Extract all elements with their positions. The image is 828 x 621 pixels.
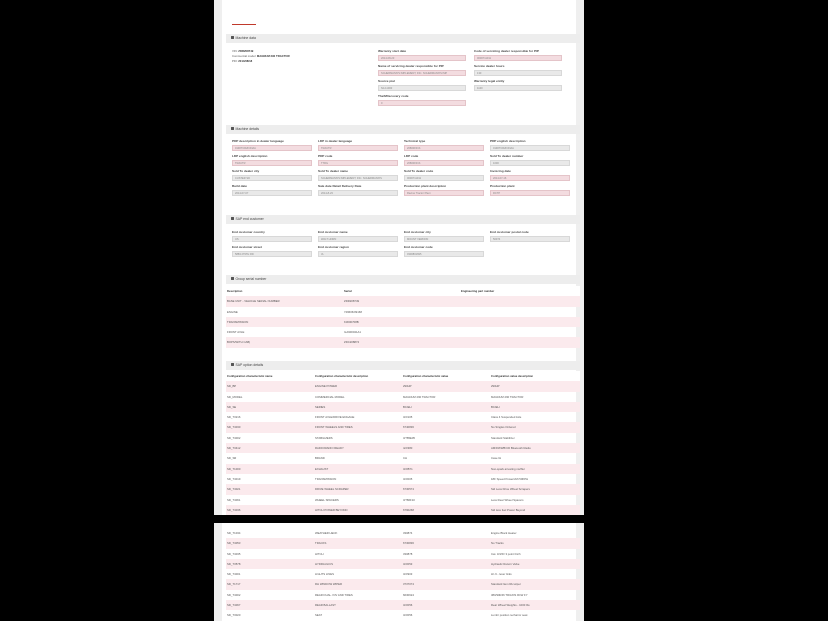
field-label: Sold To dealer name [318, 169, 349, 173]
page-content [222, 0, 576, 515]
column-header: Description [227, 289, 243, 293]
end-customer-region-field[interactable]: IA [318, 251, 398, 257]
table-row[interactable]: SD_BP ENGINE POWER 290HP 290HP [226, 381, 580, 391]
table-row[interactable]: TRANSMISSION K3000708B [226, 317, 580, 327]
field-label: Technical type [404, 139, 426, 143]
table-row[interactable]: SD_T3020 SEAT 3/2/056 Lumbr position recharmr seat [227, 613, 528, 618]
table-row[interactable]: SD_T4036 HITCH POWER BEYOND 6790268 Std less fuel Power Beyond [226, 505, 580, 515]
table-row[interactable]: SD_T3578 HYDRAULICS 3/2/053 Hydraulic Return Valve [226, 559, 580, 569]
table-row[interactable]: ENGINE 749606/09168 [227, 309, 362, 314]
table-row[interactable]: SD_T4053 TRACKS 6730836 No Tracks [226, 538, 580, 548]
column-header: Configuration characteristic value [403, 374, 449, 378]
end-customer-name-field[interactable]: WALT HORN [318, 236, 398, 242]
section-title: SAP end customer [235, 217, 264, 221]
machine-details-section [226, 125, 580, 134]
table-row[interactable]: BASE UNIT - VEHICLE SERIAL NUMBER ZDR208749 [226, 296, 580, 306]
commercial-model-row: Commercial model: MAGNUM 290 TRACTOR [232, 54, 290, 58]
sold-to-dealer-city-field[interactable]: CUSTER SD [232, 175, 312, 181]
field-label: LDP in dealer language [318, 139, 353, 143]
table-row[interactable]: SD_T4021 DRIVE WHEEL SCRAPER 6730574 Std Less Drive Wheel Scrapers [226, 484, 580, 494]
section-title: Group serial number [235, 277, 267, 281]
ldp-dealer-language-field[interactable]: TRACTR [318, 145, 398, 151]
servicing-dealer-name-field[interactable]: SCHERMANN'S IMPLEMENT, INC. SCHERMANN'S IMP [378, 70, 466, 76]
vin-row: VIN: ZDR208749 [232, 49, 254, 53]
field-label: End customer city [404, 230, 431, 234]
production-plant-field[interactable]: RCTP [490, 190, 570, 196]
build-date-field[interactable]: 2014-07-07 [232, 190, 312, 196]
field-label: End customer name [318, 230, 348, 234]
field-label: Sold To dealer code [404, 169, 434, 173]
field-label: Sold To dealer city [232, 169, 260, 173]
field-label: Sold To dealer number [490, 154, 524, 158]
table-row[interactable]: BOPS/WITH CAB) ZDC208874 [226, 337, 580, 347]
page-sheet-1 [214, 0, 584, 515]
field-label: Warranty legal entity [474, 79, 505, 83]
field-label: Invoicing date [490, 169, 511, 173]
technical-type-field[interactable]: 20800F01S [404, 145, 484, 151]
page-sheet-2 [214, 523, 584, 621]
pdi-row: PDI: 2014/08/18 [232, 59, 253, 63]
table-row[interactable]: SD_SR BRAND CH Case IH [227, 456, 502, 461]
table-header-row [226, 371, 580, 381]
serial-icon [231, 277, 234, 280]
group-serial-table [226, 286, 580, 348]
table-row[interactable]: SD_T4019 TRANSMISSION 3/2/005 18F Speed Powershift 50KPH [227, 476, 529, 481]
machine-details-header [226, 125, 580, 134]
theft-recovery-code-field[interactable]: 0 [378, 100, 466, 106]
end-customer-code-field[interactable]: 0300801695 [404, 251, 484, 257]
sap-options-table-continued [226, 528, 580, 621]
sap-options-table [226, 371, 580, 515]
table-row[interactable]: SD_MODEL COMMERCIAL MODEL MAGNUM 290 TRACTOR MAGNUM 290 TRACTOR [227, 394, 524, 399]
field-label: Service dealer hours [474, 64, 505, 68]
sold-to-dealer-name-field[interactable]: SCHERMANN'S IMPLEMENT, INC. SCHERMANN'S [318, 175, 398, 181]
field-label: End customer region [318, 245, 349, 249]
section-title: SAP option details [235, 363, 264, 367]
table-row[interactable]: SD_T4001 LIGHTS LINES 3/2/903 LF-6 - lever links [227, 572, 512, 577]
sap-end-customer-header [226, 215, 580, 224]
servicing-dealer-code-field[interactable]: 0000711011 [474, 55, 562, 61]
field-label: End customer street [232, 245, 262, 249]
machine-data-header [226, 34, 580, 43]
table-row[interactable]: SD_T1000 EXHAUST 3/2/B71 Non-spark arresting muffler [226, 464, 580, 474]
warranty-legal-entity-field[interactable]: 1100 [474, 85, 562, 91]
field-label: Production plant [490, 184, 515, 188]
details-icon [231, 127, 234, 130]
field-label: Theft/Recovery code [378, 94, 409, 98]
table-row[interactable]: SD_T4061 WHEEL SPACERS 3/786F10 Less Rear Wheel Spacers [227, 497, 524, 502]
column-header: Engineering part number [461, 289, 495, 293]
field-label: Name of servicing dealer responsible for PIP [378, 64, 444, 68]
field-label: PDP english description [490, 139, 526, 143]
table-row[interactable]: SD_T4067 REAR BALLAST 3/2/056 Rear Wheel Weights - 1000 lbs [226, 600, 580, 610]
column-header: Configuration characteristic description [315, 374, 369, 378]
table-row[interactable]: FRONT AXLE ILA900041A1 [227, 330, 361, 335]
column-header: Configuration characteristic name [227, 374, 273, 378]
page-content [222, 523, 576, 621]
field-label: PDP description in dealer language [232, 139, 284, 143]
machine-icon [231, 36, 234, 39]
service-dealer-hours-field[interactable]: 130 [474, 70, 562, 76]
sap-options-header [226, 361, 580, 370]
field-label: LDP english description [232, 154, 268, 158]
ldp-code-field[interactable]: 20800F01S [404, 160, 484, 166]
field-label: Code of servicing dealer responsible for PIP [474, 49, 539, 53]
table-row[interactable]: SD_T4002 STABILIZERS 3/785E05 Standard Stabilizer [227, 435, 515, 440]
production-plant-description-field[interactable]: Racine Tractor Plant [404, 190, 484, 196]
field-label: Sale date Retail Delivery Date [318, 184, 362, 188]
sap-end-customer-section [226, 215, 580, 224]
group-serial-header [226, 275, 580, 284]
section-title: Machine details [235, 127, 260, 131]
sold-to-dealer-code-field[interactable]: 0000711011 [404, 175, 484, 181]
section-title: Machine data [235, 36, 256, 40]
column-header: Serial [344, 289, 352, 293]
field-label: End customer code [404, 245, 433, 249]
table-row[interactable]: SD_T4035 HITCH 330878 Cat. 3/4/III/ 3 point hitch [227, 551, 521, 556]
customer-icon [231, 217, 234, 220]
warranty-start-date-field[interactable]: 2014-08-23 [378, 55, 466, 61]
field-label: LDP code [404, 154, 419, 158]
table-row[interactable]: SD_T1034 WEATHER HECK 330874 Engine Block Heater [227, 531, 517, 535]
end-customer-street-field[interactable]: 5883 279TH RD [232, 251, 312, 257]
field-label: PDP code [318, 154, 333, 158]
column-header: Configuration value description [491, 374, 534, 378]
group-serial-section [226, 275, 580, 284]
field-label: Production plant description [404, 184, 447, 188]
invoicing-date-field[interactable]: 2014-07-16 [490, 175, 570, 181]
field-label: Source pial [378, 79, 395, 83]
case-ih-logo [232, 17, 256, 25]
field-label: Warranty start date [378, 49, 407, 53]
machine-data-section [226, 34, 580, 43]
table-row[interactable]: SD_T1717 RH WINDOW WIPER 3737074 Standard Item RH wiper [226, 579, 580, 589]
table-row[interactable]: SD_T3216 FRONT AXLE/DRIVE ENGAGE 3/2/105 Class 4 Suspended Axle [227, 415, 522, 420]
pdp-description-field[interactable]: 0190TCR2F3NAA [232, 145, 312, 151]
sap-options-section [226, 361, 580, 370]
source-pial-field[interactable]: NA 11000 [378, 85, 466, 91]
ldp-english-description-field[interactable]: TRACTR [232, 160, 312, 166]
field-label: Build date [232, 184, 247, 188]
table-row[interactable]: SD_SE SERIES BC/EH BC/EH [226, 402, 580, 412]
pdp-code-field[interactable]: TTRG [318, 160, 398, 166]
sold-to-dealer-number-field[interactable]: 1000 [490, 160, 570, 166]
table-row[interactable]: SD_T4002 REAR DUAL. INV AND TIRES 6630624 380/90R46 TRIAXIS R1W FY [227, 592, 528, 597]
table-row[interactable]: SD_T3412 RADIO/RADIO READY 4/2/380 AM/FM/WB/CD Bluetooth Radio [226, 443, 580, 453]
end-customer-country-field[interactable]: US [232, 236, 312, 242]
table-row[interactable]: SD_T4030 FRONT WHEELS AND TIRES 6740836 No Singles Ordered [226, 422, 580, 432]
sale-date-field[interactable]: 2014-8-23 [318, 190, 398, 196]
table-header-row [226, 286, 580, 296]
field-label: End customer country [232, 230, 265, 234]
options-icon [231, 363, 234, 366]
pdp-english-description-field[interactable]: 0190TCR2F3NAA [490, 145, 570, 151]
end-customer-postal-code-field[interactable]: 50374 [490, 236, 570, 242]
end-customer-city-field[interactable]: MOUNT VERNON [404, 236, 484, 242]
field-label: End customer postal code [490, 230, 529, 234]
